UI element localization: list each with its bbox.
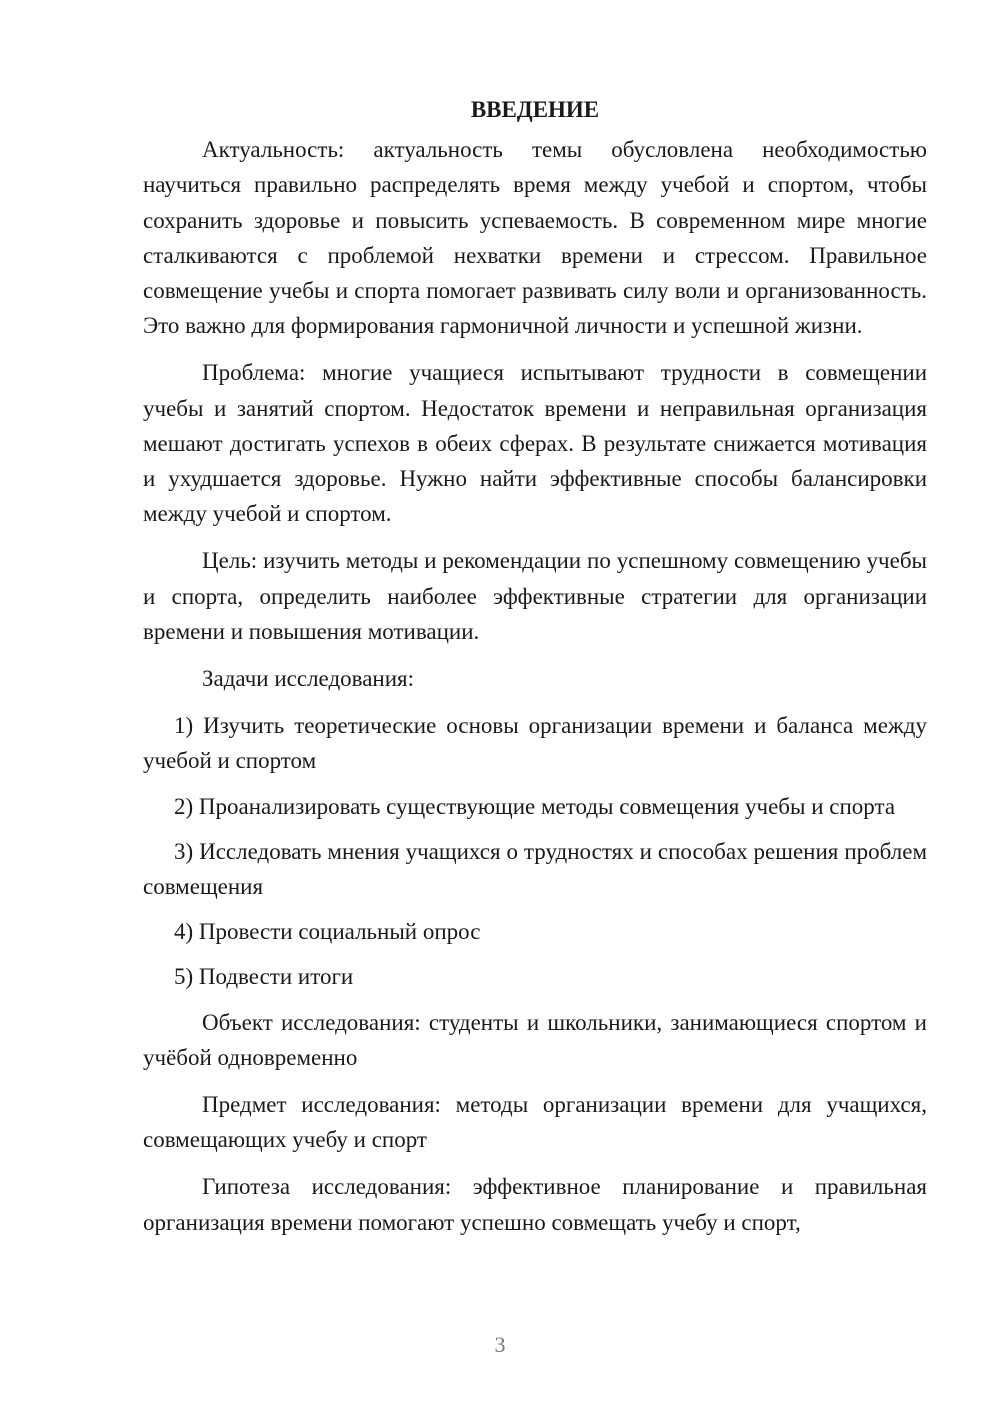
task-item-4: 4) Провести социальный опрос	[174, 919, 481, 945]
task-item-3: 3) Исследовать мнения учащихся о трудностях и способах решения проблем совмещения	[143, 838, 927, 900]
page-content	[143, 92, 927, 1252]
task-item-1: 1) Изучить теоретические основы организации времени и баланса между учебой и спортом	[143, 713, 927, 774]
paragraph-tasks-heading: Задачи исследования:	[202, 666, 415, 692]
paragraph-relevance: Актуальность: актуальность темы обусловлена необходимостью научиться правильно распределять время между учебой и спортом, чтобы сохранить здоровье и повысить успеваемость. В современном мире многие сталкиваются с проблемой нехватки времени и стрессом. Правильное совмещение учебы и спорта помогает развивать силу воли и организованность. Это важно для формирования гармоничной личности и успешной жизни.	[143, 137, 927, 339]
section-title: ВВЕДЕНИЕ	[470, 97, 600, 122]
paragraph-problem: Проблема: многие учащиеся испытывают трудности в совмещении учебы и занятий спортом. Недостаток времени и неправильная организация мешают достигать успехов в обеих сферах. В результате снижается мотивация и ухудшается здоровье. Нужно найти эффективные способы балансировки между учебой и спортом.	[143, 360, 927, 527]
task-item-5: 5) Подвести итоги	[174, 964, 354, 990]
page-number: 3	[494, 1332, 506, 1357]
paragraph-hypothesis: Гипотеза исследования: эффективное планирование и правильная организация времени помогают успешно совмещать учебу и спорт,	[143, 1174, 927, 1235]
paragraph-goal: Цель: изучить методы и рекомендации по успешному совмещению учебы и спорта, определить наиболее эффективные стратегии для организации времени и повышения мотивации.	[143, 548, 927, 644]
paragraph-object: Объект исследования: студенты и школьники, занимающиеся спортом и учёбой одновременно	[143, 1009, 927, 1070]
task-item-2: 2) Проанализировать существующие методы совмещения учебы и спорта	[174, 793, 896, 819]
paragraph-subject: Предмет исследования: методы организации времени для учащихся, совмещающих учебу и спорт	[143, 1092, 927, 1153]
